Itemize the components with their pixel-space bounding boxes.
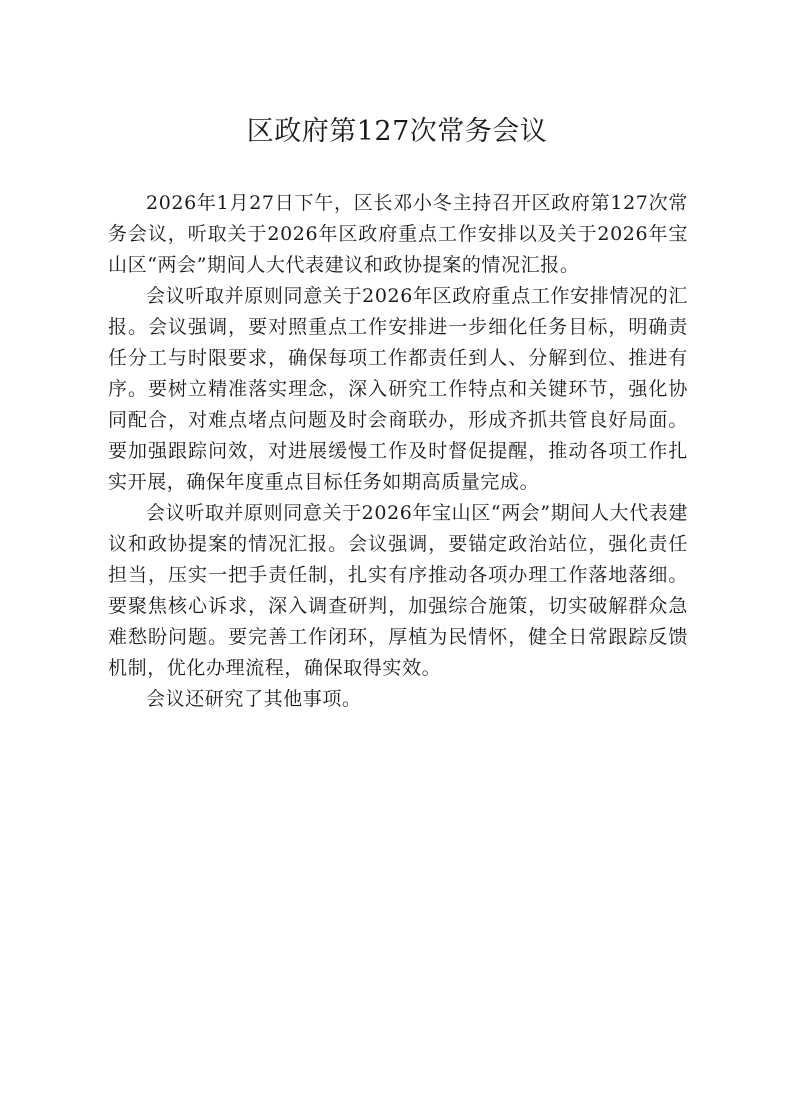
paragraph-1: 2026年1月27日下午，区长邓小冬主持召开区政府第127次常务会议，听取关于2026年区政府重点工作安排以及关于2026年宝山区“两会”期间人大代表建议和政协提案的情况汇报。: [108, 192, 688, 276]
document-body: [108, 188, 688, 715]
page-title: 区政府第127次常务会议: [246, 116, 548, 147]
paragraph-2: 会议听取并原则同意关于2026年区政府重点工作安排情况的汇报。会议强调，要对照重点工作安排进一步细化任务目标，明确责任分工与时限要求，确保每项工作都责任到人、分解到位、推进有序。要树立精准落实理念，深入研究工作特点和关键环节，强化协同配合，对难点堵点问题及时会商联办，形成齐抓共管良好局面。要加强跟踪问效，对进展缓慢工作及时督促提醒，推动各项工作扎实开展，确保年度重点目标任务如期高质量完成。: [108, 285, 688, 493]
paragraph-3: 会议听取并原则同意关于2026年宝山区“两会”期间人大代表建议和政协提案的情况汇报。会议强调，要锚定政治站位，强化责任担当，压实一把手责任制，扎实有序推动各项办理工作落地落细。要聚焦核心诉求，深入调查研判，加强综合施策，切实破解群众急难愁盼问题。要完善工作闭环，厚植为民情怀，健全日常跟踪反馈机制，优化办理流程，确保取得实效。: [108, 502, 688, 679]
paragraph-4: 会议还研究了其他事项。: [146, 688, 362, 710]
